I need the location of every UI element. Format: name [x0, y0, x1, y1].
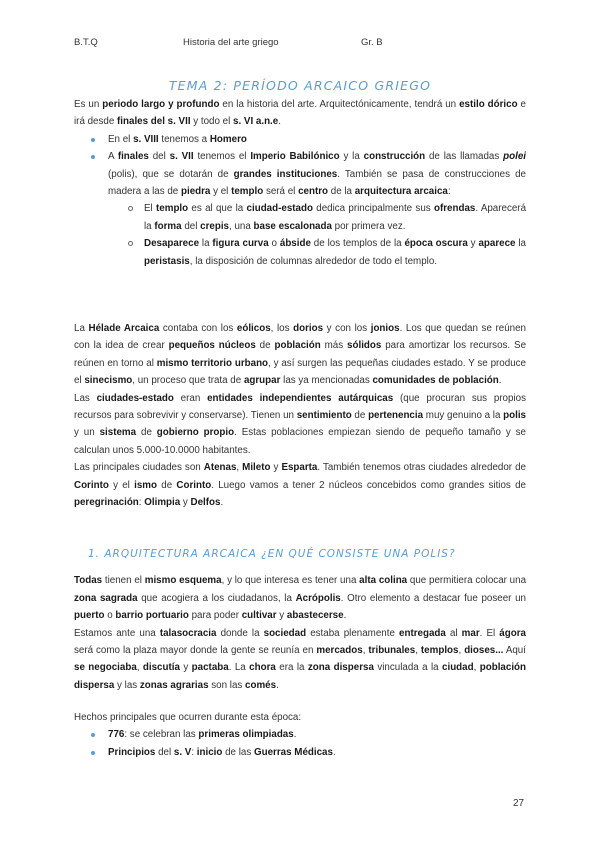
paragraph: Estamos ante una talasocracia donde la sociedad estaba plenamente entregada al mar. El ágora será como la plaza mayor donde la gente se reunía en mercados, tribunales, templos, dioses... Aquí se negociaba, discutía y pactaba. La chora era la zona dispersa vinculada a la ciudad, población dispersa y las zonas agrarias son las comés. — [74, 627, 527, 691]
section-block — [74, 546, 526, 694]
intro-paragraph: Es un periodo largo y profundo en la historia del arte. Arquitectónicamente, tendrá un estilo dórico e irá desde finales del s. VII y todo el s. VI a.n.e. — [74, 99, 527, 128]
main-text-block — [74, 320, 526, 511]
header-left: B.T.Q — [74, 37, 98, 48]
facts-list — [74, 726, 526, 761]
page-title: TEMA 2: PERÍODO ARCAICO GRIEGO — [168, 78, 432, 93]
paragraph: La Hélade Arcaica contaba con los eólicos, los dorios y con los jonios. Los que quedan se reúnen con la idea de crear pequeños núcleos de población más sólidos para amortizar los recursos. Se reúnen en torno al mismo territorio urbano, y así surgen las pequeñas ciudades estado. Y se produce el sinecismo, un proceso que trata de agrupar las ya mencionadas comunidades de población. — [74, 323, 527, 387]
fact-item: 776: se celebran las primeras olimpiadas. — [74, 726, 526, 743]
sub-list-item: El templo es al que la ciudad-estado dedica principalmente sus ofrendas. Aparecerá la forma del crepis, una base escalonada por primera vez. — [108, 200, 526, 235]
section-title: 1. ARQUITECTURA ARCAICA ¿EN QUÉ CONSISTE UNA POLIS? — [88, 548, 456, 560]
intro-block — [74, 96, 526, 270]
fact-item: Principios del s. V: inicio de las Guerras Médicas. — [74, 744, 526, 761]
paragraph: Todas tienen el mismo esquema, y lo que interesa es tener una alta colina que permitiera colocar una zona sagrada que acogiera a los ciudadanos, la Acrópolis. Otro elemento a destacar fue poseer un puerto o barrio portuario para poder cultivar y abastecerse. — [74, 575, 527, 622]
paragraph: Las ciudades-estado eran entidades independientes autárquicas (que procuran sus propios recursos para sobrevivir y conservarse). Tienen un sentimiento de pertenencia muy genuino a la polis y un sistema de gobierno propio. Estas poblaciones empiezan siendo de pequeño tamaño y se calculan unos 5.000-10.0000 habitantes. — [74, 392, 527, 456]
list-item — [74, 148, 526, 270]
list-item-text: A finales del s. VII tenemos el Imperio Babilónico y la construcción de las llamadas polei (polis), que se dotarán de grandes instituciones. También se pasa de construcciones de madera a las de piedra y el templo será el centro de la arquitectura arcaica: — [108, 151, 527, 198]
header-center: Historia del arte griego — [183, 37, 279, 48]
sub-bullet-list — [108, 200, 526, 270]
header-right: Gr. B — [361, 37, 383, 48]
sub-list-item: Desaparece la figura curva o ábside de los templos de la época oscura y aparece la peristasis, la disposición de columnas alrededor de todo el templo. — [108, 235, 526, 270]
list-item: En el s. VIII tenemos a Homero — [74, 131, 526, 148]
facts-intro: Hechos principales que ocurren durante esta época: — [74, 712, 302, 723]
bullet-list — [74, 131, 526, 270]
page-number: 27 — [513, 798, 525, 809]
paragraph: Las principales ciudades son Atenas, Mileto y Esparta. También tenemos otras ciudades alrededor de Corinto y el ismo de Corinto. Luego vamos a tener 2 núcleos concebidos como grandes sitios de peregrinación: Olimpia y Delfos. — [74, 462, 526, 509]
facts-block — [74, 709, 526, 761]
